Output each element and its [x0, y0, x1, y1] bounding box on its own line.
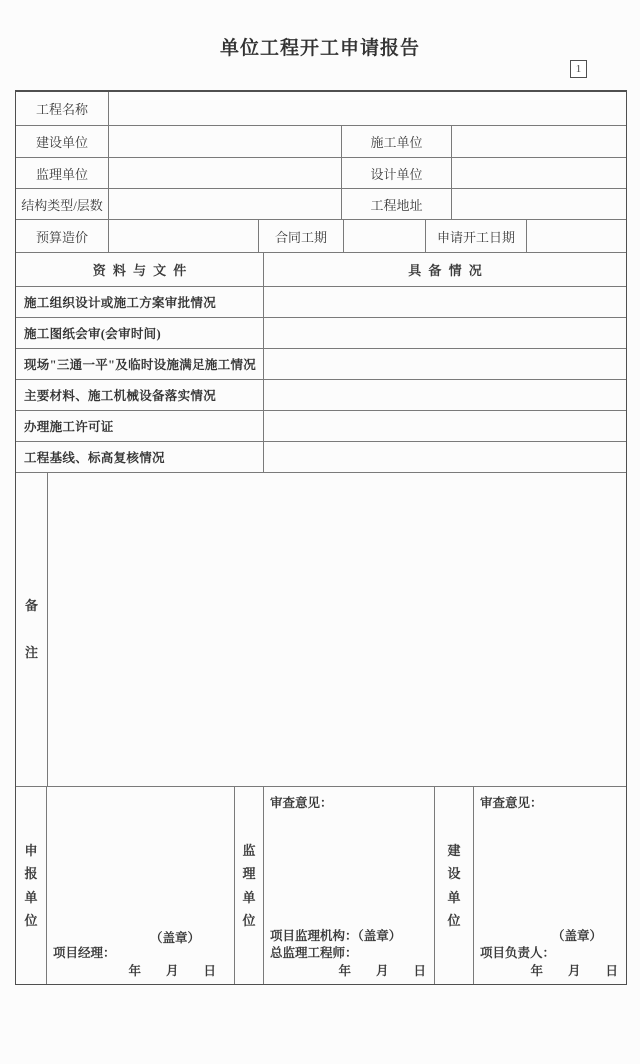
supervisor-unit-label: 监理单位 — [234, 787, 263, 984]
checklist-item-label: 工程基线、标高复核情况 — [24, 451, 165, 465]
supervision-unit-value — [108, 158, 341, 188]
project-name-value — [108, 92, 626, 125]
row-checklist-item — [16, 441, 626, 472]
row-construction-builder — [16, 125, 626, 157]
owner-opinion-label: 审查意见： — [480, 796, 543, 810]
page-number-box — [570, 60, 587, 78]
remarks-label: 备注 — [25, 597, 39, 660]
owner-unit-label: 建设单位 — [434, 787, 473, 984]
project-address-value — [451, 189, 626, 219]
row-checklist-item — [16, 286, 626, 317]
checklist-item-label: 现场"三通一平"及临时设施满足施工情况 — [24, 358, 257, 372]
design-unit-label: 设计单位 — [341, 158, 451, 188]
owner-principal-label: 项目负责人： — [480, 946, 556, 960]
supervisor-org-label: 项目监理机构：（盖章） — [270, 929, 402, 943]
supervisor-opinion-label: 审查意见： — [270, 796, 333, 810]
contract-period-label: 合同工期 — [258, 220, 343, 252]
structure-type-value — [108, 189, 341, 219]
checklist-header-right: 具备情况 — [263, 253, 626, 286]
page-title: 单位工程开工申请报告 — [219, 38, 420, 59]
row-remarks — [16, 472, 626, 786]
row-project-name — [16, 92, 626, 125]
structure-type-label: 结构类型/层数 — [21, 197, 103, 213]
checklist-item-label: 施工图纸会审(会审时间) — [24, 327, 161, 341]
applicant-signature-area — [46, 787, 234, 984]
checklist-item-label: 办理施工许可证 — [24, 420, 114, 434]
budget-cost-value — [108, 220, 258, 252]
checklist-item-value — [263, 411, 626, 441]
start-date-label: 申请开工日期 — [425, 220, 526, 252]
checklist-item-value — [263, 287, 626, 317]
checklist-item-label: 主要材料、施工机械设备落实情况 — [24, 389, 217, 403]
budget-cost-label: 预算造价 — [35, 229, 88, 245]
application-form-table — [15, 90, 627, 985]
supervisor-chief-label: 总监理工程师： — [270, 946, 358, 960]
builder-unit-value — [451, 126, 626, 157]
owner-seal-label: （盖章） — [551, 929, 602, 943]
design-unit-value — [451, 158, 626, 188]
construction-unit-label: 建设单位 — [35, 135, 88, 150]
checklist-item-value — [263, 318, 626, 348]
remarks-value — [47, 473, 626, 786]
row-structure-address — [16, 188, 626, 219]
supervisor-signature-area — [263, 787, 434, 984]
page-number: 1 — [575, 63, 582, 75]
start-date-value — [526, 220, 626, 252]
applicant-seal-label: （盖章） — [149, 931, 200, 945]
checklist-item-value — [263, 442, 626, 472]
owner-signature-area — [473, 787, 626, 984]
row-checklist-item — [16, 379, 626, 410]
project-address-label: 工程地址 — [341, 189, 451, 219]
checklist-item-label: 施工组织设计或施工方案审批情况 — [24, 296, 217, 310]
builder-unit-label: 施工单位 — [341, 126, 451, 157]
row-checklist-item — [16, 348, 626, 379]
contract-period-value — [343, 220, 425, 252]
supervisor-date: 年 月 日 — [338, 964, 426, 978]
construction-unit-value — [108, 126, 341, 157]
row-budget-period-date — [16, 219, 626, 252]
checklist-item-value — [263, 380, 626, 410]
checklist-header-left: 资料与文件 — [92, 263, 194, 278]
applicant-manager-label: 项目经理： — [53, 946, 116, 960]
row-checklist-item — [16, 317, 626, 348]
supervision-unit-label: 监理单位 — [35, 166, 88, 182]
project-name-label: 工程名称 — [35, 102, 88, 117]
checklist-item-value — [263, 349, 626, 379]
row-checklist-header — [16, 252, 626, 286]
row-supervision-design — [16, 157, 626, 188]
row-checklist-item — [16, 410, 626, 441]
row-signatures — [16, 786, 626, 984]
applicant-unit-label: 申报单位 — [24, 843, 38, 928]
owner-date: 年 月 日 — [530, 964, 618, 978]
applicant-date: 年 月 日 — [128, 964, 216, 978]
